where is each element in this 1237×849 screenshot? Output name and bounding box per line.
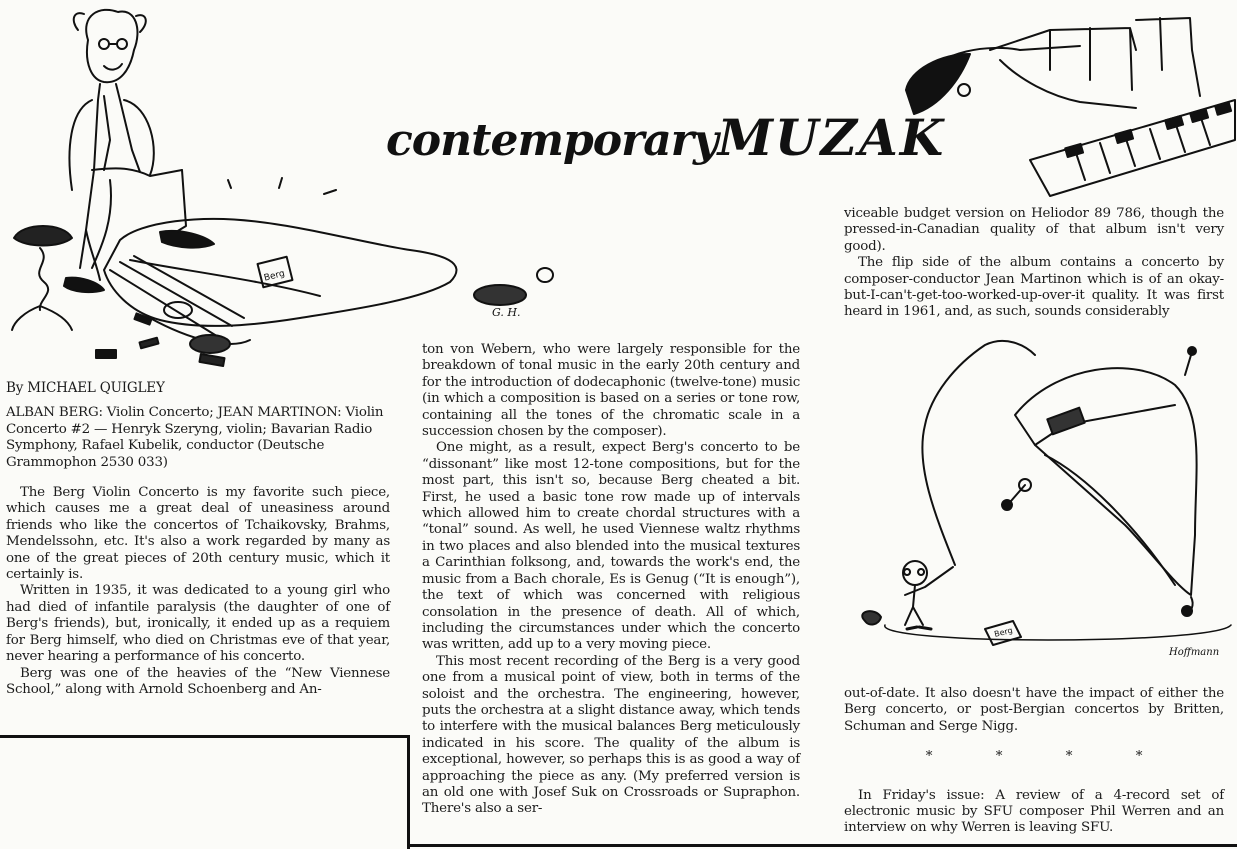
col2-paragraph-2: One might, as a result, expect Berg's concerto to be “dissonant” like most 12-tone compositions, but for the most part, this isn't so, because Berg cheated a bit. First, he used a basic tone row made up of intervals which allowed him to create chordal structures with a “tonal” sound. As well, he used Viennese waltz rhythms in two places and also blended into the musical textures a Carinthian folksong, and, towards the work's end, the music from a Bach chorale, Es is Genug (“It is enough”), the text of which was concerned with religious consolation in the presence of death. All of which, including the circumstances under which the concerto was written, add up to a very moving piece. (422, 440, 800, 653)
divider-star: * (1135, 749, 1143, 765)
vertical-rule (407, 735, 410, 849)
col3-paragraph-1: viceable budget version on Heliodor 89 786, though the pressed-in-Canadian quality of that album isn't very good). (844, 206, 1224, 254)
album-heading: ALBAN BERG: Violin Concerto; JEAN MARTINON: Violin Concerto #2 — Henryk Szeryng, violin; Bavarian Radio Symphony, Rafael Kubelik, conductor (Deutsche Grammophon 2530 033) (6, 405, 384, 470)
col3-paragraph-2: The flip side of the album contains a concerto by composer-conductor Jean Martinon which is of an okay-but-I-can't-get-too-worked-up-over-it quality. It was first heard in 1961, and, as such, sounds considerably (844, 255, 1224, 320)
right-cartoon (835, 325, 1235, 675)
col1-paragraph-3: Berg was one of the heavies of the “New Viennese School,” along with Arnold Schoenberg and An- (6, 665, 390, 697)
bottom-left-rule (0, 735, 410, 738)
cartoon-hands-keyboard (900, 10, 1237, 200)
divider-star: * (925, 749, 933, 765)
column-1 (6, 380, 390, 698)
cartoon-signature: G. H. (492, 306, 521, 319)
col3-paragraph-4: In Friday's issue: A review of a 4-record set of electronic music by SFU composer Phil Werren and an interview on why Werren is leaving SFU. (844, 787, 1224, 836)
right-cartoon-signature: Hoffmann (1169, 647, 1220, 658)
col3-paragraph-3: out-of-date. It also doesn't have the impact of either the Berg concerto, or post-Bergian concertos by Britten, Schuman and Serge Nigg. (844, 686, 1224, 734)
byline: By MICHAEL QUIGLEY (6, 380, 165, 396)
col1-paragraph-2: Written in 1935, it was dedicated to a young girl who had died of infantile paralysis (the daughter of one of Berg's friends), but, ironically, it ended up as a requiem for Berg himself, who died on Christmas eve of that year, never hearing a performance of his concerto. (6, 583, 390, 665)
divider-star: * (1065, 749, 1073, 765)
top-right-cartoon (900, 10, 1237, 200)
book-label: Berg (993, 625, 1014, 639)
top-left-cartoon (0, 0, 560, 380)
divider-star: * (995, 749, 1003, 765)
cartoon-composer-piano (0, 0, 560, 380)
col2-paragraph-1: ton von Webern, who were largely responsible for the breakdown of tonal music in the early 20th century and for the introduction of dodecaphonic (twelve-tone) music (in which a composition is based on a series or tone row, containing all the tones of the chromatic scale in a succession chosen by the composer). (422, 342, 800, 440)
bottom-rule (407, 844, 1237, 847)
sheet-label: Berg (263, 268, 286, 284)
col2-paragraph-3: This most recent recording of the Berg is a very good one from a musical point of view, both in terms of the soloist and the orchestra. The engineering, however, puts the orchestra at a slight distance away, which tends to interfere with the musical balances Berg meticulously indicated in his score. The quality of the album is exceptional, however, so perhaps this is as good a way of approaching the piece as any. (My preferred version is an old one with Josef Suk on Crossroads or Supraphon. There's also a ser- (422, 653, 800, 817)
col1-paragraph-1: The Berg Violin Concerto is my favorite such piece, which causes me a great deal of uneasiness around friends who like the concertos of Tchaikovsky, Brahms, Mendelssohn, etc. It's also a work regarded by many as one of the great pieces of 20th century music, which it certainly is. (6, 485, 390, 583)
column-3-top (844, 206, 1224, 321)
title-part-2: MUZAK (717, 108, 946, 167)
section-divider-stars (844, 749, 1224, 765)
title-part-1: contemporary (386, 115, 718, 166)
cartoon-floating-piano (835, 325, 1235, 675)
column-2 (422, 342, 800, 818)
column-3-bottom (844, 686, 1224, 837)
